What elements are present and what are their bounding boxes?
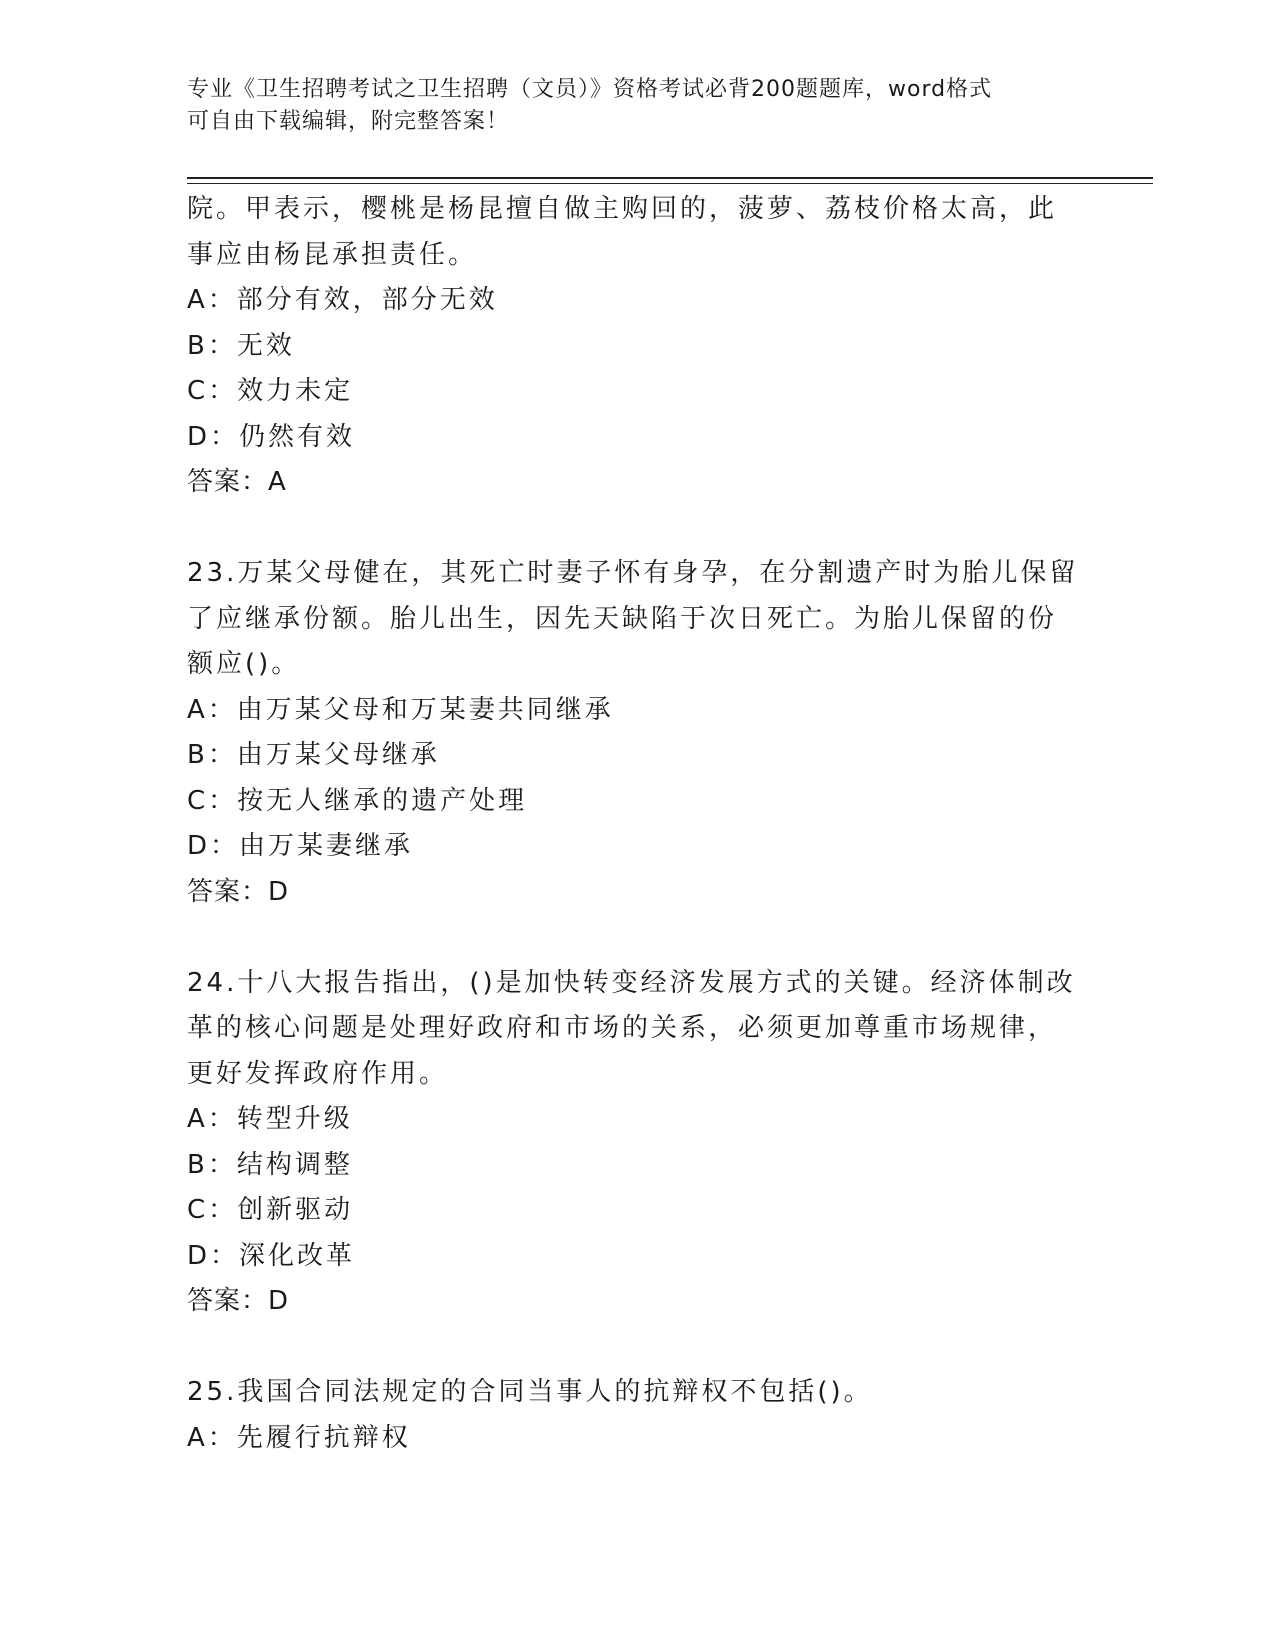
spacer <box>187 506 1087 552</box>
option-c: C：效力未定 <box>187 376 354 406</box>
header-line-2: 可自由下载编辑，附完整答案！ <box>187 109 510 134</box>
option-b: B：由万某父母继承 <box>187 740 440 770</box>
answer: 答案：A <box>187 467 287 497</box>
document-body <box>187 187 1087 1461</box>
option-c: C：创新驱动 <box>187 1195 354 1225</box>
question-stem-line: 了应继承份额。胎儿出生，因先天缺陷于次日死亡。为胎儿保留的份 <box>187 603 1058 634</box>
question-stem-line: 更好发挥政府作用。 <box>187 1058 449 1089</box>
spacer <box>187 915 1087 961</box>
question-stem-line: 24.十八大报告指出，()是加快转变经济发展方式的关键。经济体制改 <box>187 967 1076 998</box>
question-25 <box>187 1370 1087 1461</box>
question-stem-line: 革的核心问题是处理好政府和市场的关系，必须更加尊重市场规律， <box>187 1013 1058 1043</box>
option-c: C：按无人继承的遗产处理 <box>187 785 528 816</box>
question-23 <box>187 551 1087 915</box>
question-stem-line: 额应()。 <box>187 649 301 679</box>
header-divider-thin <box>187 183 1153 184</box>
question-stem-line: 事应由杨昆承担责任。 <box>187 239 478 270</box>
option-b: B：结构调整 <box>187 1149 353 1180</box>
answer: 答案：D <box>187 876 290 907</box>
option-a: A：部分有效，部分无效 <box>187 285 498 315</box>
option-a: A：由万某父母和万某妻共同继承 <box>187 694 614 725</box>
answer: 答案：D <box>187 1286 290 1316</box>
option-d: D：深化改革 <box>187 1240 356 1271</box>
question-stem-line: 23.万某父母健在，其死亡时妻子怀有身孕，在分割遗产时为胎儿保留 <box>187 558 1079 588</box>
question-stem-line: 院。甲表示，樱桃是杨昆擅自做主购回的，菠萝、荔枝价格太高，此 <box>187 194 1058 224</box>
question-stem-line: 25.我国合同法规定的合同当事人的抗辩权不包括()。 <box>187 1377 873 1407</box>
question-22 <box>187 187 1087 506</box>
option-d: D：由万某妻继承 <box>187 831 414 861</box>
option-a: A：转型升级 <box>187 1104 353 1134</box>
question-24 <box>187 961 1087 1325</box>
option-a: A：先履行抗辩权 <box>187 1422 411 1453</box>
header-divider-thick <box>187 177 1153 179</box>
option-b: B：无效 <box>187 330 295 361</box>
document-header <box>187 74 1087 138</box>
spacer <box>187 1325 1087 1371</box>
header-line-1: 专业《卫生招聘考试之卫生招聘（文员）》资格考试必背200题题库，word格式 <box>187 77 993 102</box>
option-d: D：仍然有效 <box>187 421 356 452</box>
